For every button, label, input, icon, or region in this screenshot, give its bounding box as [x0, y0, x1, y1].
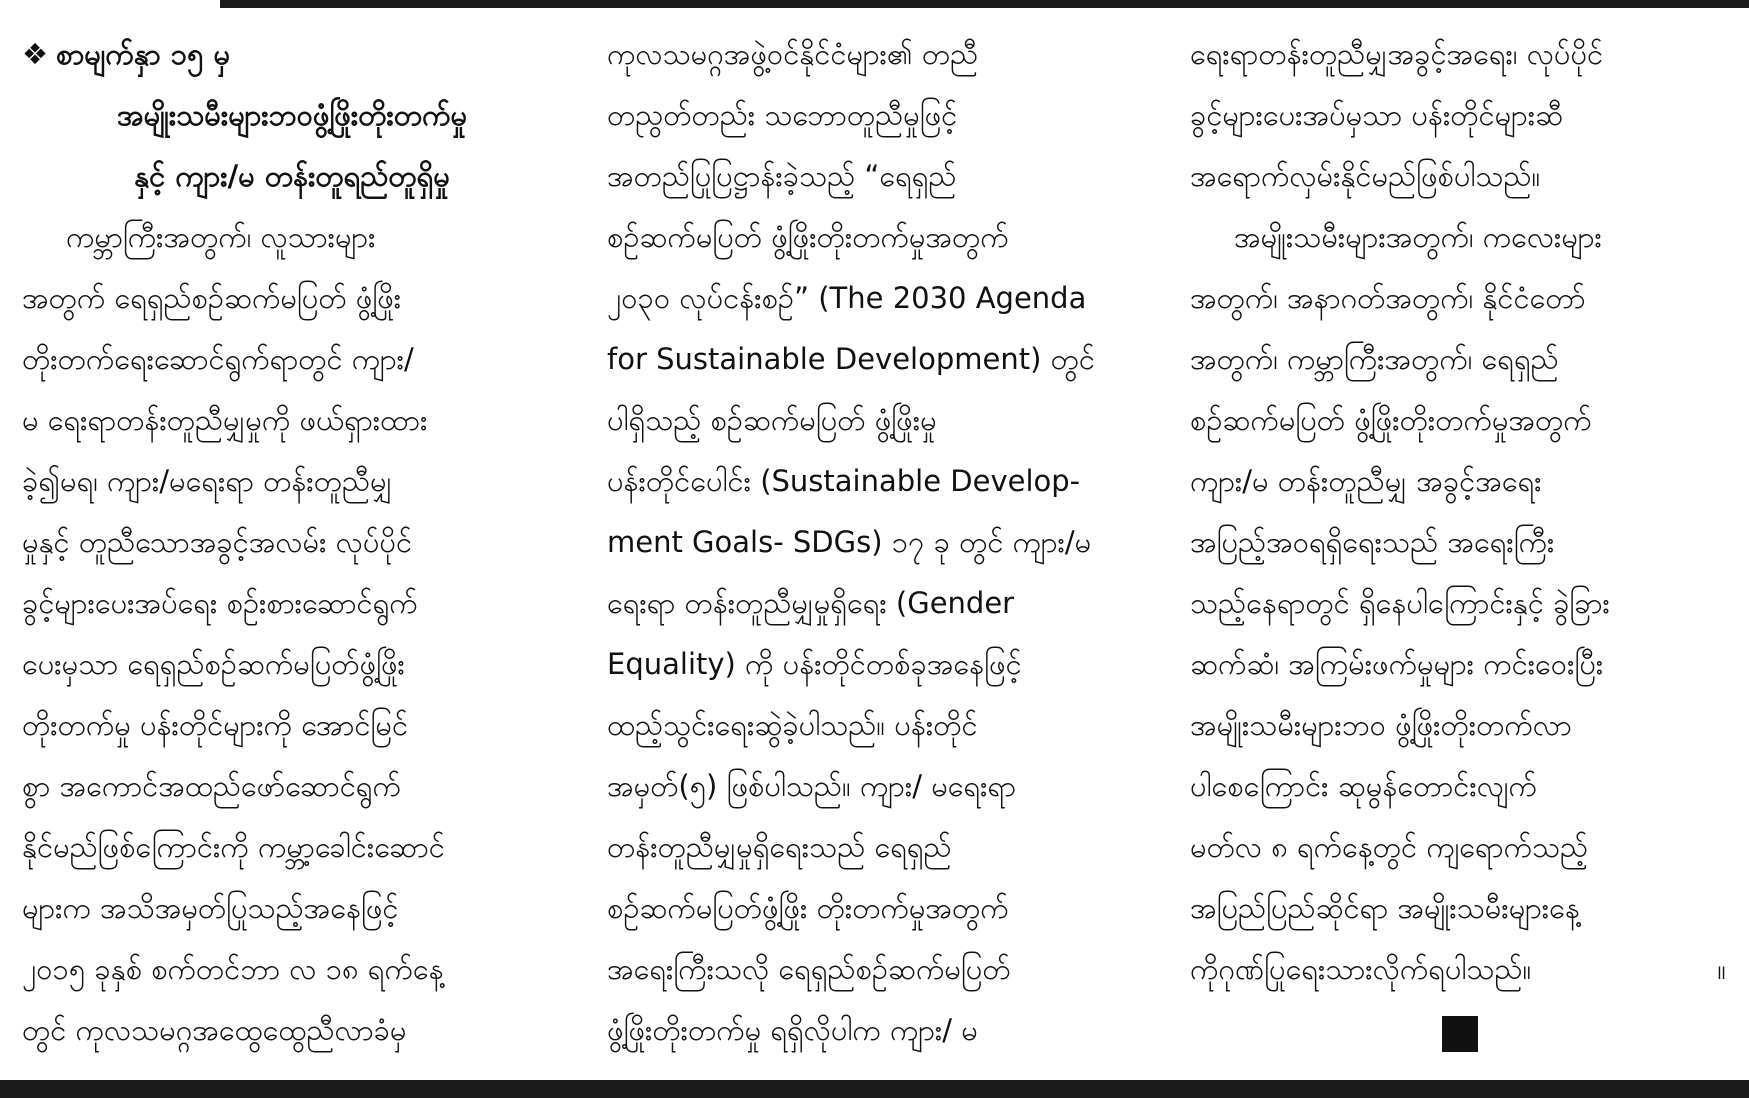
diamond-bullet-icon: ❖ [22, 37, 48, 71]
text-line: တန်းတူညီမျှမှုရှိရေးသည် ရေရှည် [607, 830, 952, 864]
text-line: တိုးတက်ရေးဆောင်ရွက်ရာတွင် ကျား/ [22, 342, 414, 376]
text-line: စွာ အကောင်အထည်ဖော်ဆောင်ရွက် [22, 769, 401, 803]
text-line: မ ရေးရာတန်းတူညီမျှမှုကို ဖယ်ရှားထား [22, 403, 428, 437]
text-line: မတ်လ ၈ ရက်နေ့တွင် ကျရောက်သည့် [1190, 830, 1589, 864]
text-line: အပြည်ပြည်ဆိုင်ရာ အမျိုးသမီးများနေ့ [1190, 891, 1580, 925]
text-line: ပါရှိသည့် စဉ်ဆက်မပြတ် ဖွံ့ဖြိုးမှု [607, 403, 937, 437]
column-2 [607, 24, 1147, 1069]
top-rule [220, 0, 1749, 8]
text-line: အမှတ်(၅) ဖြစ်ပါသည်။ ကျား/ မရေးရာ [607, 769, 1017, 803]
text-line: ရေးရာတန်းတူညီမျှအခွင့်အရေး၊ လုပ်ပိုင် [1190, 37, 1604, 71]
heading-line-2: အမျိုးသမီးများဘဝဖွံ့ဖြိုးတိုးတက်မှု [116, 98, 468, 132]
text-line: အတွက် ရေရှည်စဉ်ဆက်မပြတ် ဖွံ့ဖြိုး [22, 281, 402, 315]
text-line: အတွက်၊ ကမ္ဘာကြီးအတွက်၊ ရေရှည် [1190, 342, 1559, 376]
text-line: ment Goals- SDGs) ၁၇ ခု တွင် ကျား/မ [607, 525, 1092, 559]
text-line: အပြည့်အဝရရှိရေးသည် အရေးကြီး [1190, 525, 1555, 559]
text-line: ခွင့်များပေးအပ်မှသာ ပန်းတိုင်များဆီ [1190, 98, 1564, 132]
heading-line-1 [22, 24, 562, 85]
final-text: ကိုဂုဏ်ပြုရေးသားလိုက်ရပါသည်။ [1190, 952, 1532, 986]
heading-continued-text: စာမျက်နှာ ၁၅ မှ [56, 37, 231, 71]
text-line: မှုနှင့် တူညီသောအခွင့်အလမ်း လုပ်ပိုင် [22, 525, 413, 559]
text-line: ပန်းတိုင်ပေါင်း (Sustainable Develop- [607, 464, 1081, 498]
column-1 [22, 24, 562, 1069]
text-line: အတည်ပြုပြဋ္ဌာန်းခဲ့သည့် “ရေရှည် [607, 159, 957, 193]
text-line: သည့်နေရာတွင် ရှိနေပါကြောင်းနှင့် ခွဲခြား [1190, 586, 1610, 620]
text-line: အရေးကြီးသလို ရေရှည်စဉ်ဆက်မပြတ် [607, 952, 1011, 986]
end-section-mark: ။ [1717, 952, 1726, 986]
text-line: အမျိုးသမီးများဘဝ ဖွံ့ဖြိုးတိုးတက်လာ [1190, 708, 1572, 742]
text-line: ကမ္ဘာကြီးအတွက်၊ လူသားများ [66, 220, 376, 254]
column-3 [1190, 24, 1730, 1069]
text-line: ဆက်ဆံ၊ အကြမ်းဖက်မှုများ ကင်းဝေးပြီး [1190, 647, 1604, 681]
text-line: အရောက်လှမ်းနိုင်မည်ဖြစ်ပါသည်။ [1190, 159, 1541, 193]
text-line: ကျား/မ တန်းတူညီမျှ အခွင့်အရေး [1190, 464, 1542, 498]
text-line: ပေးမှသာ ရေရှည်စဉ်ဆက်မပြတ်ဖွံ့ဖြိုး [22, 647, 405, 681]
bottom-rule [0, 1080, 1749, 1098]
article-heading [22, 24, 562, 207]
text-line: ရေးရာ တန်းတူညီမျှမှုရှိရေး (Gender [607, 586, 1015, 620]
text-line: ထည့်သွင်းရေးဆွဲခဲ့ပါသည်။ ပန်းတိုင် [607, 708, 978, 742]
text-line: ၂၀၁၅ ခုနှစ် စက်တင်ဘာ လ ၁၈ ရက်နေ့ [22, 952, 444, 986]
text-line: Equality) ကို ပန်းတိုင်တစ်ခုအနေဖြင့် [607, 647, 1022, 681]
text-line: အတွက်၊ အနာဂတ်အတွက်၊ နိုင်ငံတော် [1190, 281, 1586, 315]
text-line: တွင် ကုလသမဂ္ဂအထွေထွေညီလာခံမှ [22, 1013, 407, 1047]
text-line: ကုလသမဂ္ဂအဖွဲ့ဝင်နိုင်ငံများ၏ တညီ [607, 37, 979, 71]
text-line: ခဲ့၍မရ၊ ကျား/မရေးရာ တန်းတူညီမျှ [22, 464, 393, 498]
text-line: for Sustainable Development) တွင် [607, 342, 1095, 376]
heading-line-3: နှင့် ကျား/မ တန်းတူရည်တူရှိမှု [134, 159, 450, 193]
final-text-line [1190, 939, 1730, 1000]
text-line: စဉ်ဆက်မပြတ် ဖွံ့ဖြိုးတိုးတက်မှုအတွက် [1190, 403, 1592, 437]
text-line: ပါစေကြောင်း ဆုမွန်တောင်းလျက် [1190, 769, 1537, 803]
text-line: ၂၀၃၀ လုပ်ငန်းစဉ်” (The 2030 Agenda [607, 281, 1087, 315]
text-line: နိုင်မည်ဖြစ်ကြောင်းကို ကမ္ဘာ့ခေါင်းဆောင် [22, 830, 445, 864]
end-of-article-square-icon [1442, 1016, 1478, 1052]
column-1-body [22, 207, 562, 1061]
text-line: စဉ်ဆက်မပြတ်ဖွံ့ဖြိုး တိုးတက်မှုအတွက် [607, 891, 1009, 925]
text-line: တိုးတက်မှု ပန်းတိုင်များကို အောင်မြင် [22, 708, 409, 742]
text-line: များက အသိအမှတ်ပြုသည့်အနေဖြင့် [22, 891, 399, 925]
text-line: ခွင့်များပေးအပ်ရေး စဉ်းစားဆောင်ရွက် [22, 586, 418, 620]
text-line: ဖွံ့ဖြိုးတိုးတက်မှု ရရှိလိုပါက ကျား/ မ [607, 1013, 978, 1047]
text-line: အမျိုးသမီးများအတွက်၊ ကလေးများ [1234, 220, 1602, 254]
text-line: စဉ်ဆက်မပြတ် ဖွံ့ဖြိုးတိုးတက်မှုအတွက် [607, 220, 1009, 254]
text-line: တညွတ်တည်း သဘောတူညီမှုဖြင့် [607, 98, 958, 132]
